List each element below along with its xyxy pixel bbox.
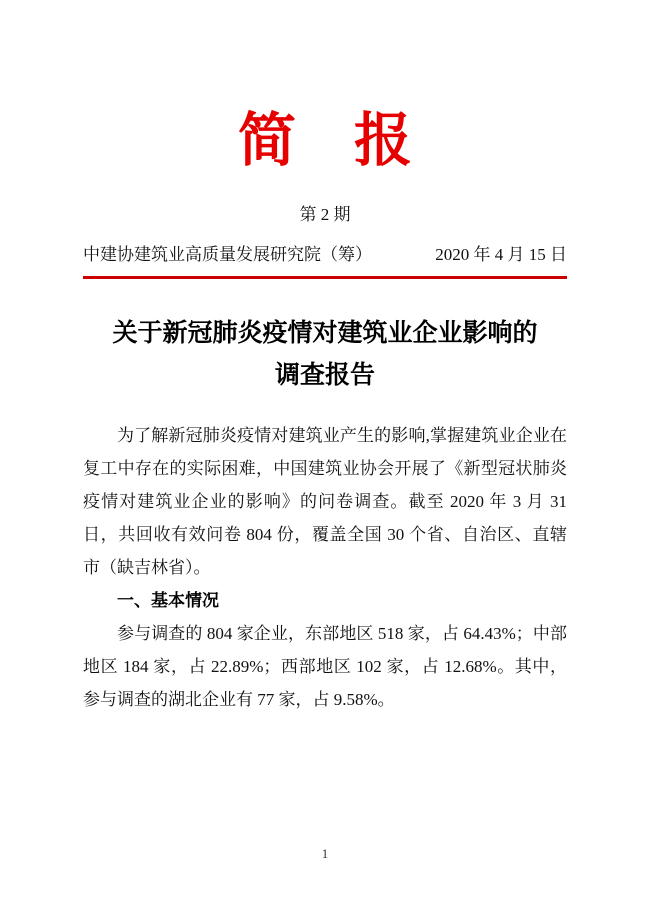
issue-number: 第 2 期 [299, 204, 351, 224]
report-title [83, 313, 567, 397]
report-body [83, 419, 567, 716]
header-row [83, 242, 567, 268]
issue-date: 2020 年 4 月 15 日 [435, 244, 567, 264]
organization-name: 中建协建筑业高质量发展研究院（筹） [83, 244, 372, 264]
masthead-title: 简 报 [237, 108, 412, 173]
red-rule-divider [83, 276, 567, 279]
report-title-line2: 调查报告 [274, 361, 375, 389]
section-paragraph: 参与调查的 804 家企业，东部地区 518 家，占 64.43%；中部地区 184 家，占 22.89%；西部地区 102 家，占 12.68%。其中，参与调查的湖北企业有 77 家，占 9.58%。 [83, 623, 567, 709]
page-number: 1 [321, 846, 329, 861]
intro-paragraph: 为了解新冠肺炎疫情对建筑业产生的影响,掌握建筑业企业在复工中存在的实际困难，中国建筑业协会开展了《新型冠状肺炎疫情对建筑业企业的影响》的问卷调查。截至 2020 年 3 月 31 日，共回收有效问卷 804 份，覆盖全国 30 个省、自治区、直辖市（缺吉林省）。 [83, 425, 567, 577]
section-heading-basic-situation: 一、基本情况 [117, 590, 219, 610]
report-title-line1: 关于新冠肺炎疫情对建筑业企业影响的 [112, 319, 538, 347]
